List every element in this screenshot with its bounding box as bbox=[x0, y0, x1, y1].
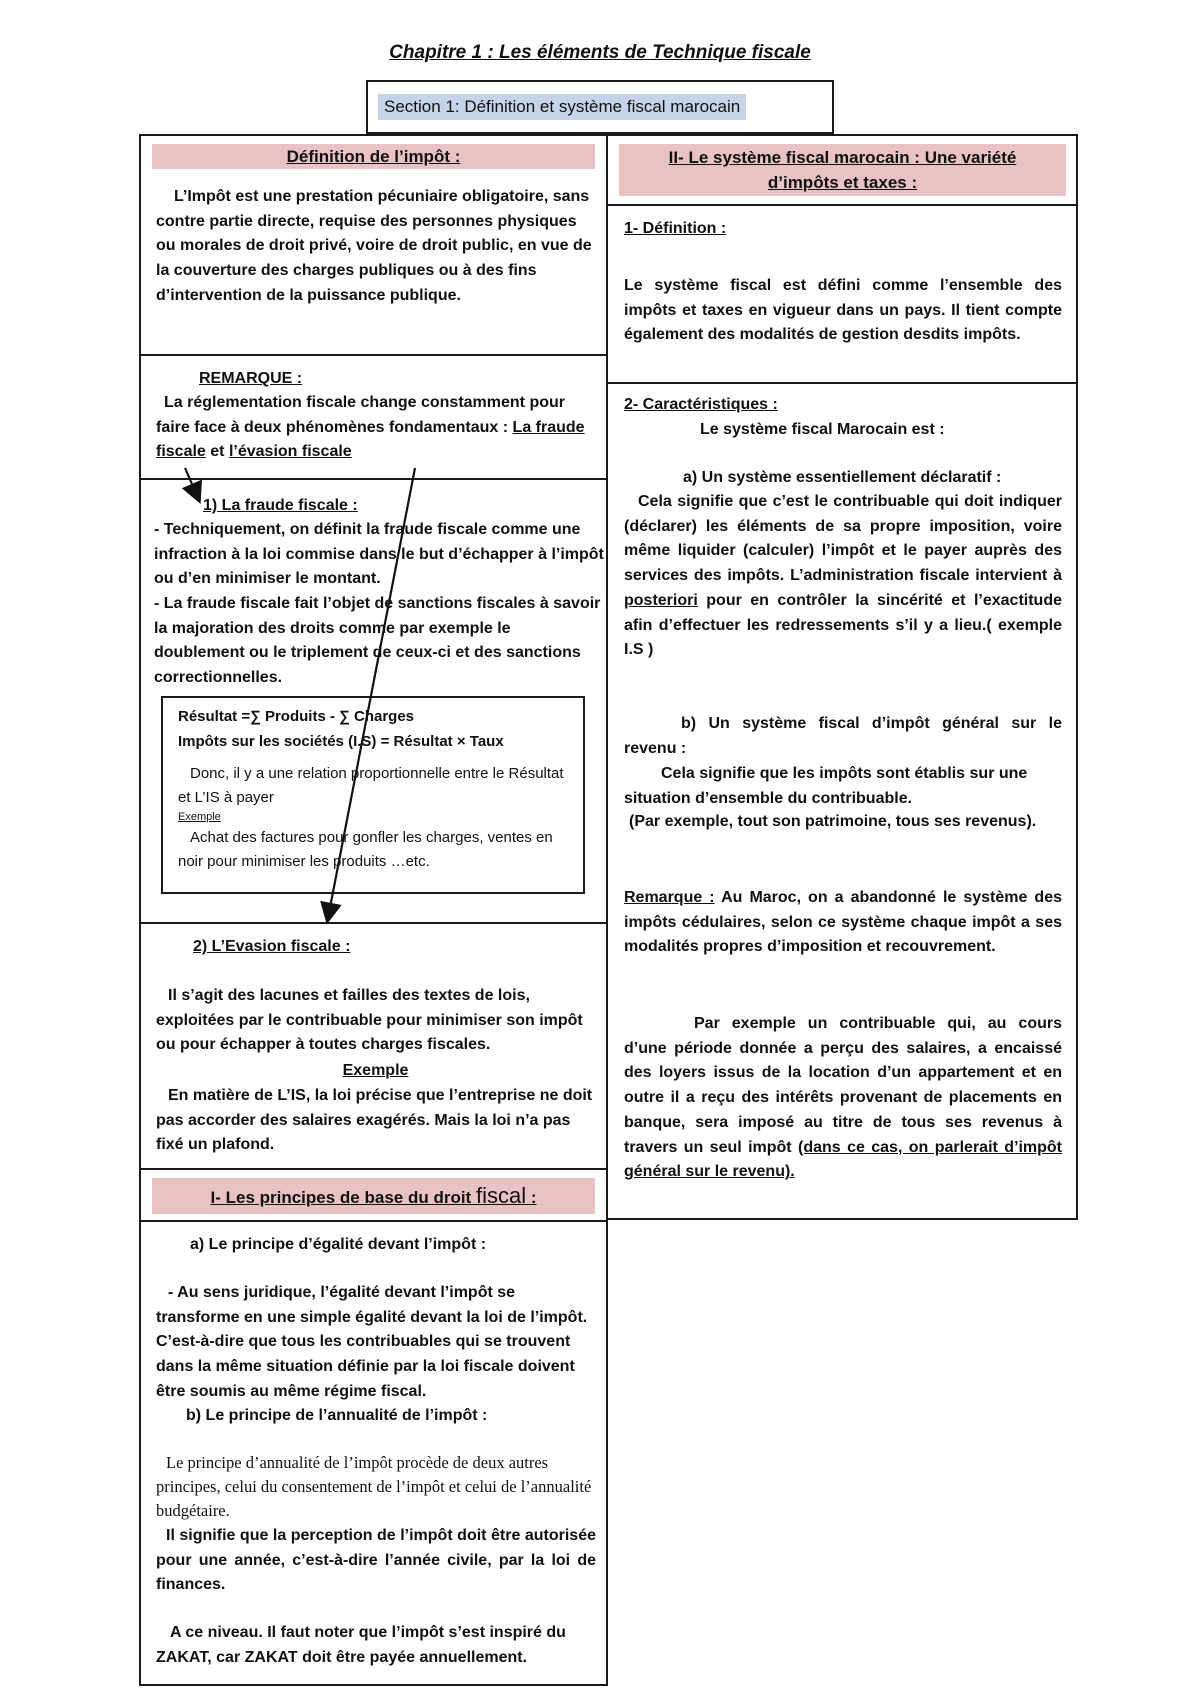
carac-b-text: Cela signifie que les impôts sont établis sur une situation d’ensemble du contribuable. bbox=[624, 765, 1028, 807]
principe-annualite-text2: Il signifie que la perception de l’impôt doit être autorisée pour une année, c’est-à-dire l’année civile, par la loi de finances. bbox=[156, 1527, 596, 1594]
principes-header-b: fiscal bbox=[475, 1183, 527, 1208]
remarque-et: et bbox=[210, 443, 225, 461]
fraude-link[interactable]: La fraude fiscale bbox=[156, 418, 585, 461]
carac-a-text-1: Cela signifie que c’est le contribuable qui doit indiquer (déclarer) les éléments de sa propre imposition, voire même liquider (calculer) l’impôt et le payer auprès des services des impôts. L’administration fiscale intervient à bbox=[624, 493, 1062, 585]
formula-note: Donc, il y a une relation proportionnelle entre le Résultat et L’IS à payer bbox=[178, 765, 564, 806]
systeme-def-text: Le système fiscal est défini comme l’ensemble des impôts et taxes en vigueur dans un pays. Il tient compte également des modalités de gestion desdits impôts. bbox=[624, 277, 1062, 344]
principe-egalite-text: - Au sens juridique, l’égalité devant l’impôt se transforme en une simple égalité devant la loi de l’impôt. C’est-à-dire que tous les contribuables qui se trouvent dans la même situation définie par la loi fiscale doivent être soumis au même régime fiscal. bbox=[156, 1284, 588, 1400]
principe-annualite-text1: Le principe d’annualité de l’impôt procède de deux autres principes, celui du consentement de l’impôt et celui de l’annualité budgétaire. bbox=[156, 1453, 592, 1520]
principe-annualite-text3: A ce niveau. Il faut noter que l’impôt s’est inspiré du ZAKAT, car ZAKAT doit être payée annuellement. bbox=[156, 1624, 566, 1666]
principe-annualite-title: b) Le principe de l’annualité de l’impôt : bbox=[186, 1407, 488, 1424]
evasion-text: Il s’agit des lacunes et failles des textes de lois, exploitées par le contribuable pour minimiser son impôt ou pour échapper à toutes charges fiscales. bbox=[156, 987, 583, 1054]
principes-header-a: I- Les principes de base du droit bbox=[210, 1188, 472, 1207]
evasion-example-text: En matière de L’IS, la loi précise que l’entreprise ne doit pas accorder des salaires exagérés. Mais la loi n’a pas fixé un plafond. bbox=[156, 1087, 593, 1154]
carac-remarque-text: Au Maroc, on a abandonné le système des impôts cédulaires, selon ce système chaque impôt a ses modalités propres d’imposition et recouvrement. bbox=[624, 889, 1062, 956]
formula-result: Résultat =∑ Produits - ∑ Charges bbox=[178, 708, 415, 725]
carac-a-posteriori: posteriori bbox=[624, 591, 698, 609]
carac-a-text-2: pour en contrôler la sincérité et l’exactitude afin d’effectuer les redressements s’il y a lieu.( exemple I.S ) bbox=[624, 591, 1062, 659]
section-title: Section 1: Définition et système fiscal marocain bbox=[378, 94, 746, 120]
carac-b-title: b) Un système fiscal d’impôt général sur le revenu : bbox=[624, 715, 1062, 757]
carac-remarque-label: Remarque : bbox=[624, 889, 715, 906]
remarque-title: REMARQUE : bbox=[199, 370, 303, 387]
evasion-link[interactable]: l’évasion fiscale bbox=[228, 443, 352, 461]
definition-header: Définition de l’impôt : bbox=[152, 144, 595, 169]
principe-egalite-title: a) Le principe d’égalité devant l’impôt : bbox=[190, 1236, 487, 1253]
fraude-title: 1) La fraude fiscale : bbox=[203, 497, 358, 514]
definition-text: L’Impôt est une prestation pécuniaire obligatoire, sans contre partie directe, requise des personnes physiques ou morales de droit privé, voire de droit public, en vue de la couverture des charges publiques ou à des fins d’intervention de la puissance publique. bbox=[156, 188, 592, 304]
evasion-example-label: Exemple bbox=[342, 1062, 409, 1079]
principes-header-c: : bbox=[530, 1188, 537, 1207]
fraude-p1: - Techniquement, on définit la fraude fiscale comme une infraction à la loi commise dans le but d’échapper à l’impôt ou d’en minimiser le montant. bbox=[154, 521, 604, 588]
chapter-title: Chapitre 1 : Les éléments de Technique fiscale bbox=[389, 42, 811, 63]
carac-a-title: a) Un système essentiellement déclaratif : bbox=[683, 469, 1002, 486]
formula-example-label: Exemple bbox=[178, 811, 221, 823]
formula-example-text: Achat des factures pour gonfler les charges, ventes en noir pour minimiser les produits …etc. bbox=[178, 829, 553, 870]
formula-is: Impôts sur les sociétés (I.S) = Résultat × Taux bbox=[178, 733, 504, 750]
systeme-def-title: 1- Définition : bbox=[624, 220, 727, 237]
carac-title: 2- Caractéristiques : bbox=[624, 396, 778, 413]
fraude-p2: - La fraude fiscale fait l’objet de sanctions fiscales à savoir la majoration des droits comme par exemple le doublement ou le triplement de ceux-ci et des sanctions correctionnelles. bbox=[154, 595, 601, 687]
evasion-title: 2) L’Evasion fiscale : bbox=[193, 938, 351, 955]
carac-intro: Le système fiscal Marocain est : bbox=[700, 421, 945, 438]
remarque-body: La réglementation fiscale change constamment pour faire face à deux phénomènes fondamentaux : bbox=[156, 394, 565, 436]
arrow-evasion bbox=[328, 468, 415, 918]
carac-example-underlined: (dans ce cas, on parlerait d’impôt général sur le revenu). bbox=[624, 1138, 1062, 1181]
carac-b-example: (Par exemple, tout son patrimoine, tous ses revenus). bbox=[629, 813, 1037, 830]
systeme-header: II- Le système fiscal marocain : Une variété d’impôts et taxes : bbox=[619, 144, 1066, 196]
carac-example-text: Par exemple un contribuable qui, au cours d’une période donnée a perçu des salaires, a encaissé des loyers issus de la location d’un appartement et en outre il a reçu des intérêts provenant de placements en banque, sera imposé au titre de tous ses revenus à travers un seul impôt bbox=[624, 1015, 1062, 1156]
arrow-fraude bbox=[185, 468, 198, 498]
